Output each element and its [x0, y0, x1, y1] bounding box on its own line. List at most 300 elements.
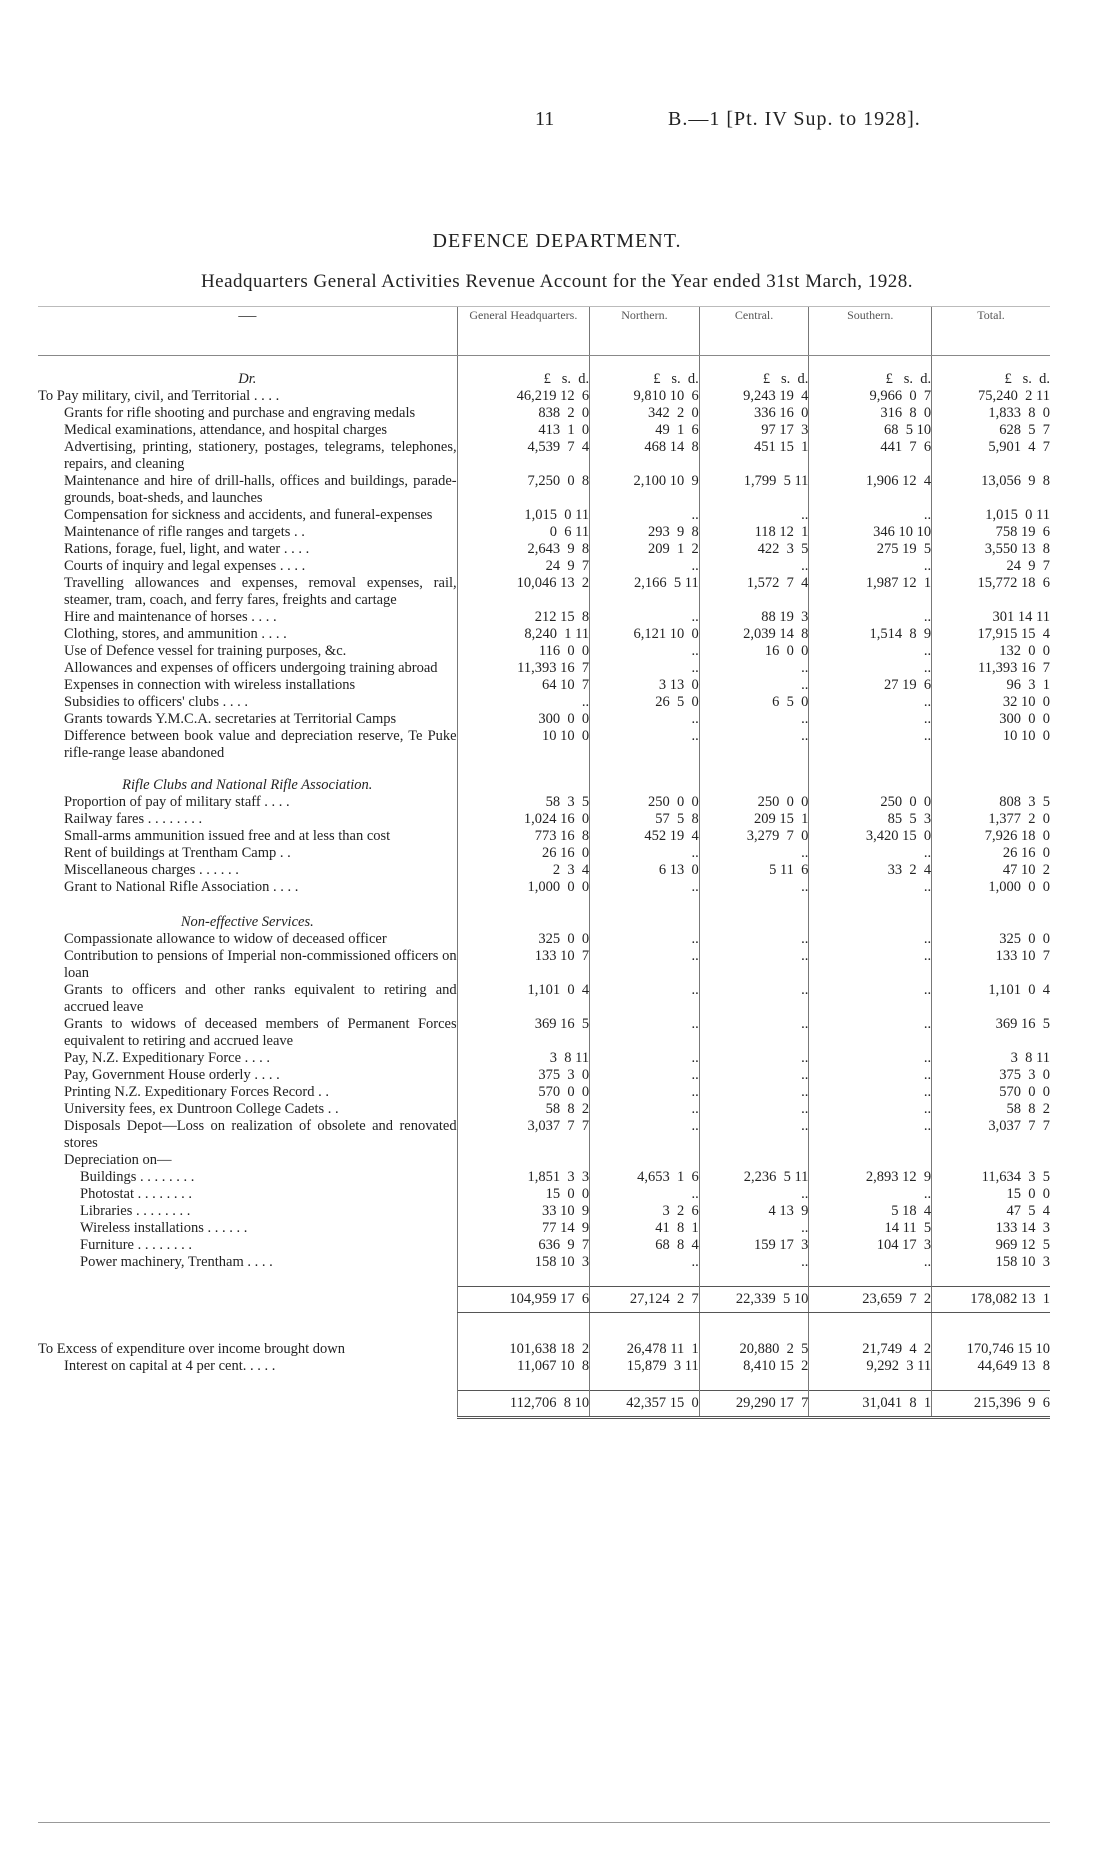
amount-cell: 838 2 0 [457, 405, 589, 422]
page-title: DEFENCE DEPARTMENT. [432, 230, 682, 252]
row-label: Printing N.Z. Expeditionary Forces Record . . [64, 1084, 329, 1100]
amount-cell: 24 9 7 [457, 558, 589, 575]
total-amount-cell: 112,706 8 10 [457, 1390, 589, 1417]
row-label: Railway fares . . . . . . . . [64, 811, 203, 827]
amount-cell: .. [699, 1067, 809, 1084]
amount-cell: 2,039 14 8 [699, 626, 809, 643]
amount-cell: 1,015 0 11 [932, 507, 1050, 524]
total-amount-cell: 23,659 7 2 [809, 1287, 932, 1313]
amount-cell: 10,046 13 2 [457, 575, 589, 609]
row-label: Medical examinations, attendance, and hospital charges [64, 422, 388, 438]
amount-cell: 1,000 0 0 [932, 879, 1050, 896]
row-label: To Excess of expenditure over income brought down [38, 1340, 346, 1357]
column-header-southern: Southern. [809, 307, 932, 356]
row-label: Allowances and expenses of officers undergoing training abroad [64, 660, 438, 676]
amount-cell: 3 8 11 [932, 1050, 1050, 1067]
amount-cell: 413 1 0 [457, 422, 589, 439]
table-row [38, 1084, 1050, 1101]
row-label: Libraries . . . . . . . . [80, 1203, 191, 1219]
amount-cell: 636 9 7 [457, 1237, 589, 1254]
row-label: Grants for rifle shooting and purchase and engraving medals [64, 405, 416, 421]
table-row [38, 1203, 1050, 1220]
table-row [38, 439, 1050, 473]
table-row [38, 609, 1050, 626]
amount-cell: 3 8 11 [457, 1050, 589, 1067]
amount-cell: .. [699, 558, 809, 575]
depreciation-heading-label: Depreciation on— [64, 1152, 172, 1168]
amount-cell: 808 3 5 [932, 794, 1050, 811]
table-row [38, 1358, 1050, 1375]
amount-cell: .. [699, 1186, 809, 1203]
table-row [38, 558, 1050, 575]
row-label: Furniture . . . . . . . . [80, 1237, 192, 1253]
amount-cell: .. [809, 507, 932, 524]
amount-cell: .. [809, 609, 932, 626]
amount-cell: 1,024 16 0 [457, 811, 589, 828]
row-label: Travelling allowances and expenses, removal expenses, rail, steamer, tram, coach, and ferry fares, freights and cartage [64, 575, 457, 608]
amount-cell: .. [809, 1067, 932, 1084]
amount-cell: 68 8 4 [590, 1237, 700, 1254]
units-label: £ s. d. [809, 371, 932, 388]
label-column-header: — [38, 307, 457, 356]
units-row [38, 371, 1050, 388]
total-amount-cell: 178,082 13 1 [932, 1287, 1050, 1313]
amount-cell: .. [809, 1050, 932, 1067]
subtotal-row [38, 1287, 1050, 1313]
amount-cell: .. [699, 1050, 809, 1067]
amount-cell: 58 8 2 [457, 1101, 589, 1118]
table-row [38, 1118, 1050, 1152]
table-row [38, 1169, 1050, 1186]
amount-cell: 2,893 12 9 [809, 1169, 932, 1186]
row-label: Clothing, stores, and ammunition . . . . [64, 626, 287, 642]
total-amount-cell: 29,290 17 7 [699, 1390, 809, 1417]
amount-cell: 212 15 8 [457, 609, 589, 626]
amount-cell: 628 5 7 [932, 422, 1050, 439]
amount-cell: 20,880 2 5 [699, 1341, 809, 1358]
amount-cell: 7,250 0 8 [457, 473, 589, 507]
amount-cell: .. [809, 711, 932, 728]
amount-cell: .. [590, 1016, 700, 1050]
amount-cell: .. [590, 1254, 700, 1271]
amount-cell: 15 0 0 [932, 1186, 1050, 1203]
amount-cell: .. [590, 1067, 700, 1084]
amount-cell: 58 8 2 [932, 1101, 1050, 1118]
amount-cell: 6 5 0 [699, 694, 809, 711]
amount-cell: .. [699, 948, 809, 982]
total-amount-cell: 31,041 8 1 [809, 1390, 932, 1417]
amount-cell: 116 0 0 [457, 643, 589, 660]
amount-cell: 1,377 2 0 [932, 811, 1050, 828]
amount-cell: 209 1 2 [590, 541, 700, 558]
amount-cell: 11,393 16 7 [932, 660, 1050, 677]
total-amount-cell: 42,357 15 0 [590, 1390, 700, 1417]
amount-cell: .. [809, 1118, 932, 1152]
table-row [38, 388, 1050, 405]
amount-cell: .. [809, 1084, 932, 1101]
amount-cell: 293 9 8 [590, 524, 700, 541]
amount-cell: 158 10 3 [932, 1254, 1050, 1271]
table-row [38, 1016, 1050, 1050]
amount-cell: 209 15 1 [699, 811, 809, 828]
amount-cell: 342 2 0 [590, 405, 700, 422]
row-label: Grants to widows of deceased members of Permanent Forces equivalent to retiring and accrued leave [64, 1016, 457, 1049]
amount-cell: 2,236 5 11 [699, 1169, 809, 1186]
total-amount-cell: 104,959 17 6 [457, 1287, 589, 1313]
amount-cell: .. [590, 1101, 700, 1118]
amount-cell: 336 16 0 [699, 405, 809, 422]
amount-cell: .. [699, 1084, 809, 1101]
amount-cell: .. [809, 558, 932, 575]
amount-cell: 75,240 2 11 [932, 388, 1050, 405]
amount-cell: 8,240 1 11 [457, 626, 589, 643]
amount-cell: 1,833 8 0 [932, 405, 1050, 422]
amount-cell: 158 10 3 [457, 1254, 589, 1271]
amount-cell: 5 11 6 [699, 862, 809, 879]
amount-cell: .. [590, 1186, 700, 1203]
amount-cell: 41 8 1 [590, 1220, 700, 1237]
units-label: £ s. d. [932, 371, 1050, 388]
row-label: Rations, forage, fuel, light, and water . . . . [64, 541, 310, 557]
document-reference: B.—1 [Pt. IV Sup. to 1928]. [668, 108, 921, 130]
amount-cell: .. [699, 879, 809, 896]
amount-cell: .. [590, 845, 700, 862]
amount-cell: .. [809, 1186, 932, 1203]
amount-cell: 97 17 3 [699, 422, 809, 439]
amount-cell: 33 10 9 [457, 1203, 589, 1220]
amount-cell: 4,539 7 4 [457, 439, 589, 473]
amount-cell: .. [809, 728, 932, 762]
amount-cell: 7,926 18 0 [932, 828, 1050, 845]
spacer-row [38, 356, 1050, 372]
table-row [38, 524, 1050, 541]
row-label: Photostat . . . . . . . . [80, 1186, 192, 1202]
table-row [38, 794, 1050, 811]
amount-cell: 101,638 18 2 [457, 1341, 589, 1358]
column-header-row [38, 307, 1050, 356]
amount-cell: 250 0 0 [699, 794, 809, 811]
amount-cell: .. [809, 931, 932, 948]
row-label: Grant to National Rifle Association . . . . [64, 879, 299, 895]
amount-cell: 1,906 12 4 [809, 473, 932, 507]
amount-cell: 68 5 10 [809, 422, 932, 439]
table-row [38, 1237, 1050, 1254]
revenue-account-table [38, 306, 1050, 1419]
amount-cell: 46,219 12 6 [457, 388, 589, 405]
table-row [38, 811, 1050, 828]
amount-cell: 26 16 0 [932, 845, 1050, 862]
row-label: Expenses in connection with wireless installations [64, 677, 356, 693]
amount-cell: .. [809, 694, 932, 711]
amount-cell: 451 15 1 [699, 439, 809, 473]
amount-cell: 47 5 4 [932, 1203, 1050, 1220]
amount-cell: 1,015 0 11 [457, 507, 589, 524]
amount-cell: 468 14 8 [590, 439, 700, 473]
row-label: Use of Defence vessel for training purposes, &c. [64, 643, 347, 659]
amount-cell: .. [809, 1254, 932, 1271]
row-label: Grants towards Y.M.C.A. secretaries at Territorial Camps [64, 711, 397, 727]
amount-cell: 133 10 7 [457, 948, 589, 982]
amount-cell: .. [699, 1101, 809, 1118]
amount-cell: 24 9 7 [932, 558, 1050, 575]
row-label: Interest on capital at 4 per cent. . . . . [64, 1357, 276, 1374]
amount-cell: .. [699, 728, 809, 762]
table-row [38, 541, 1050, 558]
amount-cell: .. [809, 879, 932, 896]
amount-cell: 132 0 0 [932, 643, 1050, 660]
amount-cell: .. [699, 982, 809, 1016]
table-row [38, 845, 1050, 862]
amount-cell: 16 0 0 [699, 643, 809, 660]
amount-cell: .. [809, 1016, 932, 1050]
amount-cell: 21,749 4 2 [809, 1341, 932, 1358]
amount-cell: 49 1 6 [590, 422, 700, 439]
amount-cell: 301 14 11 [932, 609, 1050, 626]
amount-cell: .. [809, 982, 932, 1016]
amount-cell: 26 5 0 [590, 694, 700, 711]
amount-cell: 250 0 0 [809, 794, 932, 811]
amount-cell: 3 13 0 [590, 677, 700, 694]
table-row [38, 507, 1050, 524]
units-label: £ s. d. [590, 371, 700, 388]
amount-cell: 325 0 0 [932, 931, 1050, 948]
total-label-empty [38, 1287, 457, 1313]
spacer-row [38, 1313, 1050, 1341]
amount-cell: .. [699, 1220, 809, 1237]
row-label: Small-arms ammunition issued free and at less than cost [64, 828, 391, 844]
column-header-general-hq: General Headquarters. [457, 307, 589, 356]
amount-cell: 325 0 0 [457, 931, 589, 948]
amount-cell: 316 8 0 [809, 405, 932, 422]
table-row [38, 694, 1050, 711]
amount-cell: .. [590, 1050, 700, 1067]
row-label: Proportion of pay of military staff . . . . [64, 794, 290, 810]
amount-cell: 758 19 6 [932, 524, 1050, 541]
page-header [0, 108, 1114, 138]
amount-cell: 369 16 5 [457, 1016, 589, 1050]
non-effective-heading-label: Non-effective Services. [180, 914, 314, 930]
amount-cell: 6 13 0 [590, 862, 700, 879]
amount-cell: 47 10 2 [932, 862, 1050, 879]
table-row [38, 677, 1050, 694]
table-row [38, 711, 1050, 728]
amount-cell: 570 0 0 [457, 1084, 589, 1101]
amount-cell: .. [590, 1084, 700, 1101]
amount-cell: .. [809, 948, 932, 982]
amount-cell: .. [590, 643, 700, 660]
row-label: Courts of inquiry and legal expenses . . . . [64, 558, 306, 574]
table-row [38, 1254, 1050, 1271]
amount-cell: .. [590, 728, 700, 762]
amount-cell: 9,292 3 11 [809, 1358, 932, 1375]
column-header-total: Total. [932, 307, 1050, 356]
table-row [38, 1186, 1050, 1203]
amount-cell: 26,478 11 1 [590, 1341, 700, 1358]
amount-cell: .. [590, 609, 700, 626]
amount-cell: .. [590, 931, 700, 948]
table-row [38, 828, 1050, 845]
amount-cell: .. [809, 643, 932, 660]
table-row [38, 862, 1050, 879]
bottom-rule [38, 1822, 1050, 1823]
amount-cell: 4,653 1 6 [590, 1169, 700, 1186]
total-label-empty [38, 1390, 457, 1417]
table-row [38, 473, 1050, 507]
row-label: University fees, ex Duntroon College Cadets . . [64, 1101, 339, 1117]
amount-cell: .. [699, 931, 809, 948]
amount-cell: .. [699, 660, 809, 677]
row-label: Miscellaneous charges . . . . . . [64, 862, 239, 878]
table-row [38, 643, 1050, 660]
amount-cell: 32 10 0 [932, 694, 1050, 711]
row-label: Disposals Depot—Loss on realization of obsolete and renovated stores [64, 1118, 457, 1151]
row-label: Buildings . . . . . . . . [80, 1169, 195, 1185]
amount-cell: 104 17 3 [809, 1237, 932, 1254]
amount-cell: 13,056 9 8 [932, 473, 1050, 507]
amount-cell: 11,634 3 5 [932, 1169, 1050, 1186]
amount-cell: 375 3 0 [457, 1067, 589, 1084]
amount-cell: 422 3 5 [699, 541, 809, 558]
amount-cell: 11,393 16 7 [457, 660, 589, 677]
table-row [38, 660, 1050, 677]
amount-cell: 773 16 8 [457, 828, 589, 845]
units-label: £ s. d. [699, 371, 809, 388]
amount-cell: 3 2 6 [590, 1203, 700, 1220]
amount-cell: 346 10 10 [809, 524, 932, 541]
column-header-northern: Northern. [590, 307, 700, 356]
amount-cell: .. [699, 711, 809, 728]
amount-cell: 17,915 15 4 [932, 626, 1050, 643]
amount-cell: .. [809, 845, 932, 862]
table-row [38, 728, 1050, 762]
dr-label: Dr. [238, 371, 257, 387]
amount-cell: 375 3 0 [932, 1067, 1050, 1084]
table-row [38, 422, 1050, 439]
table-row [38, 575, 1050, 609]
row-label: Subsidies to officers' clubs . . . . [64, 694, 248, 710]
row-label: Advertising, printing, stationery, postages, telegrams, telephones, repairs, and cleaning [64, 439, 457, 472]
amount-cell: .. [590, 558, 700, 575]
row-label: Power machinery, Trentham . . . . [80, 1254, 273, 1270]
grand-total-row [38, 1390, 1050, 1417]
amount-cell: 3,420 15 0 [809, 828, 932, 845]
amount-cell: 300 0 0 [457, 711, 589, 728]
amount-cell: 9,243 19 4 [699, 388, 809, 405]
row-label: Pay, Government House orderly . . . . [64, 1067, 280, 1083]
amount-cell: 3,279 7 0 [699, 828, 809, 845]
amount-cell: .. [590, 660, 700, 677]
amount-cell: 26 16 0 [457, 845, 589, 862]
column-header-central: Central. [699, 307, 809, 356]
spacer-row [38, 1271, 1050, 1287]
non-effective-heading [38, 914, 1050, 931]
row-label: Maintenance of rifle ranges and targets . . [64, 524, 305, 540]
total-amount-cell: 22,339 5 10 [699, 1287, 809, 1313]
amount-cell: 9,966 0 7 [809, 388, 932, 405]
amount-cell: 85 5 3 [809, 811, 932, 828]
rifle-clubs-heading-label: Rifle Clubs and National Rifle Association. [122, 777, 373, 793]
amount-cell: 1,851 3 3 [457, 1169, 589, 1186]
depreciation-heading [38, 1152, 1050, 1169]
row-label: To Pay military, civil, and Territorial . . . . [38, 388, 280, 404]
amount-cell: 1,000 0 0 [457, 879, 589, 896]
amount-cell: 6,121 10 0 [590, 626, 700, 643]
row-label: Hire and maintenance of horses . . . . [64, 609, 277, 625]
amount-cell: 570 0 0 [932, 1084, 1050, 1101]
amount-cell: 5,901 4 7 [932, 439, 1050, 473]
amount-cell: .. [590, 711, 700, 728]
amount-cell: 58 3 5 [457, 794, 589, 811]
amount-cell: 27 19 6 [809, 677, 932, 694]
amount-cell: 15 0 0 [457, 1186, 589, 1203]
table-row [38, 982, 1050, 1016]
amount-cell: 1,101 0 4 [932, 982, 1050, 1016]
amount-cell: 5 18 4 [809, 1203, 932, 1220]
spacer-row [38, 896, 1050, 914]
row-label: Compassionate allowance to widow of deceased officer [64, 931, 387, 947]
amount-cell: 3,037 7 7 [457, 1118, 589, 1152]
row-label: Grants to officers and other ranks equivalent to retiring and accrued leave [64, 982, 457, 1015]
amount-cell: 452 19 4 [590, 828, 700, 845]
amount-cell: 369 16 5 [932, 1016, 1050, 1050]
amount-cell: .. [699, 1016, 809, 1050]
amount-cell: 118 12 1 [699, 524, 809, 541]
total-amount-cell: 27,124 2 7 [590, 1287, 700, 1313]
amount-cell: .. [457, 694, 589, 711]
amount-cell: 11,067 10 8 [457, 1358, 589, 1375]
amount-cell: .. [809, 1101, 932, 1118]
page-number: 11 [535, 108, 555, 130]
amount-cell: 15,879 3 11 [590, 1358, 700, 1375]
amount-cell: .. [699, 1118, 809, 1152]
amount-cell: 300 0 0 [932, 711, 1050, 728]
amount-cell: 2,643 9 8 [457, 541, 589, 558]
amount-cell: 2,100 10 9 [590, 473, 700, 507]
amount-cell: 9,810 10 6 [590, 388, 700, 405]
amount-cell: 1,514 8 9 [809, 626, 932, 643]
table-row [38, 1341, 1050, 1358]
row-label: Wireless installations . . . . . . [80, 1220, 248, 1236]
amount-cell: 1,101 0 4 [457, 982, 589, 1016]
amount-cell: 170,746 15 10 [932, 1341, 1050, 1358]
amount-cell: .. [699, 845, 809, 862]
table-row [38, 1220, 1050, 1237]
table-row [38, 626, 1050, 643]
amount-cell: 4 13 9 [699, 1203, 809, 1220]
amount-cell: 8,410 15 2 [699, 1358, 809, 1375]
amount-cell: 250 0 0 [590, 794, 700, 811]
amount-cell: 10 10 0 [457, 728, 589, 762]
amount-cell: 1,572 7 4 [699, 575, 809, 609]
table-row [38, 931, 1050, 948]
row-label: Maintenance and hire of drill-halls, offices and buildings, parade-grounds, boat-sheds, and launches [64, 473, 457, 506]
amount-cell: 88 19 3 [699, 609, 809, 626]
amount-cell: .. [699, 1254, 809, 1271]
row-label: Rent of buildings at Trentham Camp . . [64, 845, 291, 861]
amount-cell: 3,550 13 8 [932, 541, 1050, 558]
amount-cell: 15,772 18 6 [932, 575, 1050, 609]
amount-cell: 969 12 5 [932, 1237, 1050, 1254]
amount-cell: 0 6 11 [457, 524, 589, 541]
row-label: Compensation for sickness and accidents, and funeral-expenses [64, 507, 433, 523]
amount-cell: .. [590, 1118, 700, 1152]
amount-cell: 133 10 7 [932, 948, 1050, 982]
amount-cell: 64 10 7 [457, 677, 589, 694]
amount-cell: 10 10 0 [932, 728, 1050, 762]
amount-cell: .. [590, 507, 700, 524]
amount-cell: 1,799 5 11 [699, 473, 809, 507]
amount-cell: 44,649 13 8 [932, 1358, 1050, 1375]
